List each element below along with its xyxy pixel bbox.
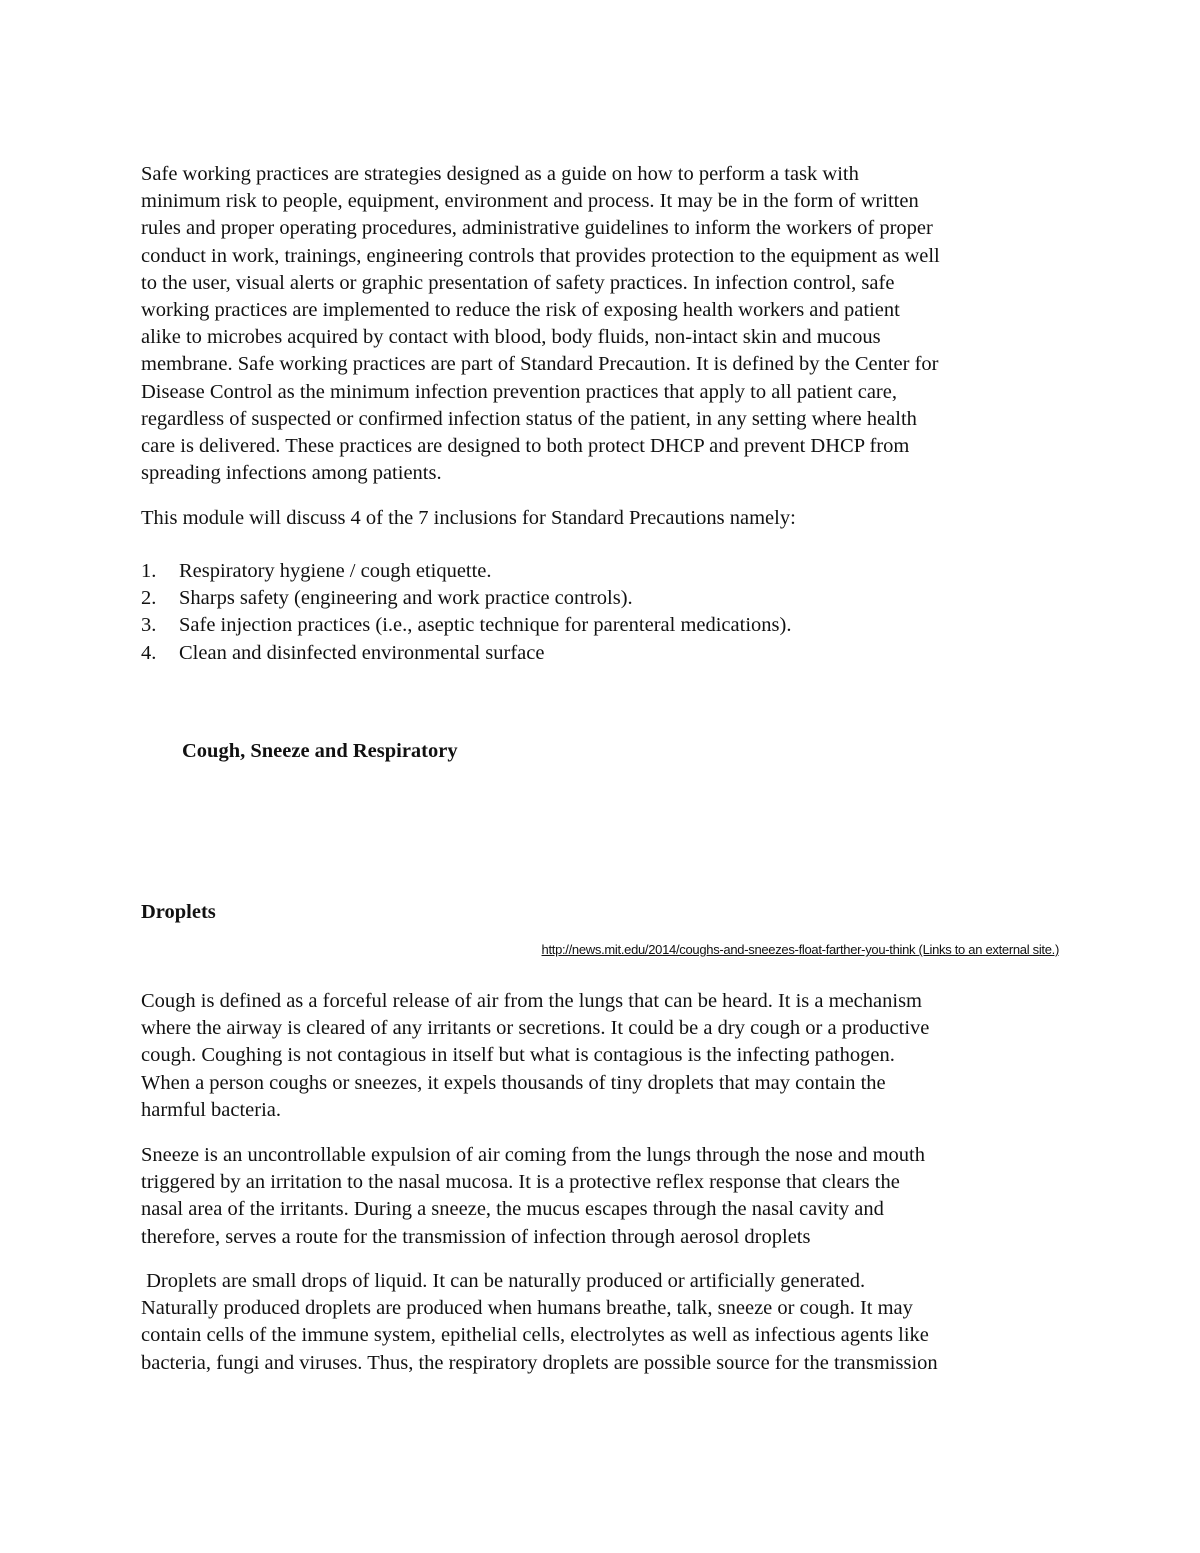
text-line: Droplets are small drops of liquid. It can be naturally produced or artificially generated.	[141, 1270, 866, 1292]
inclusions-list	[141, 558, 791, 667]
list-number: 2.	[141, 587, 157, 610]
sneeze-paragraph	[141, 1142, 1061, 1251]
text-line: where the airway is cleared of any irritants or secretions. It could be a dry cough or a productive	[141, 1017, 930, 1040]
text-line: conduct in work, trainings, engineering controls that provides protection to the equipment as well	[141, 244, 940, 267]
text-line: working practices are implemented to reduce the risk of exposing health workers and patient	[141, 299, 900, 322]
external-link[interactable]: http://news.mit.edu/2014/coughs-and-sneezes-float-farther-you-think (Links to an external site.)	[541, 942, 1059, 957]
text-line: to the user, visual alerts or graphic presentation of safety practices. In infection control, safe	[141, 271, 895, 294]
list-number: 1.	[141, 560, 157, 582]
text-line: harmful bacteria.	[141, 1098, 282, 1121]
text-line: triggered by an irritation to the nasal mucosa. It is a protective reflex response that clears the	[141, 1171, 900, 1194]
text-line: Sneeze is an uncontrollable expulsion of air coming from the lungs through the nose and mouth	[141, 1144, 925, 1166]
text-line: This module will discuss 4 of the 7 inclusions for Standard Precautions namely:	[141, 507, 796, 529]
text-line: Safe working practices are strategies designed as a guide on how to perform a task with	[141, 163, 859, 185]
list-item	[141, 585, 791, 612]
list-item-text: Safe injection practices (i.e., aseptic technique for parenteral medications).	[179, 614, 792, 637]
list-item-text: Respiratory hygiene / cough etiquette.	[179, 560, 492, 582]
text-line: minimum risk to people, equipment, environment and process. It may be in the form of written	[141, 190, 919, 213]
text-line: rules and proper operating procedures, administrative guidelines to inform the workers of proper	[141, 217, 933, 240]
cough-paragraph	[141, 988, 1061, 1124]
list-number: 3.	[141, 614, 157, 637]
text-line: contain cells of the immune system, epithelial cells, electrolytes as well as infectious agents like	[141, 1324, 929, 1347]
list-item	[141, 558, 791, 585]
text-line: membrane. Safe working practices are part of Standard Precaution. It is defined by the Center for	[141, 353, 939, 376]
text-line: Cough is defined as a forceful release of air from the lungs that can be heard. It is a mechanism	[141, 990, 922, 1012]
text-line: care is delivered. These practices are designed to both protect DHCP and prevent DHCP from	[141, 435, 910, 458]
droplets-heading: Droplets	[141, 901, 216, 923]
droplets-paragraph	[141, 1268, 1061, 1377]
text-line: nasal area of the irritants. During a sneeze, the mucus escapes through the nasal cavity and	[141, 1198, 884, 1221]
list-item	[141, 640, 791, 667]
list-item-text: Sharps safety (engineering and work practice controls).	[179, 587, 633, 610]
text-line: cough. Coughing is not contagious in itself but what is contagious is the infecting pathogen.	[141, 1044, 895, 1067]
intro-paragraph	[141, 161, 1061, 487]
text-line: regardless of suspected or confirmed infection status of the patient, in any setting where health	[141, 407, 917, 430]
text-line: therefore, serves a route for the transmission of infection through aerosol droplets	[141, 1225, 811, 1248]
cough-sneeze-heading: Cough, Sneeze and Respiratory	[182, 740, 458, 762]
list-item-text: Clean and disinfected environmental surface	[179, 641, 545, 664]
list-item	[141, 612, 791, 639]
text-line: alike to microbes acquired by contact with blood, body fluids, non-intact skin and mucous	[141, 326, 881, 349]
list-number: 4.	[141, 641, 157, 664]
text-line: When a person coughs or sneezes, it expels thousands of tiny droplets that may contain the	[141, 1071, 886, 1094]
text-line: Naturally produced droplets are produced when humans breathe, talk, sneeze or cough. It may	[141, 1297, 913, 1320]
text-line: bacteria, fungi and viruses. Thus, the respiratory droplets are possible source for the transmission	[141, 1351, 938, 1374]
text-line: spreading infections among patients.	[141, 462, 442, 485]
text-line: Disease Control as the minimum infection prevention practices that apply to all patient care,	[141, 380, 897, 403]
module-intro-paragraph	[141, 505, 1061, 532]
